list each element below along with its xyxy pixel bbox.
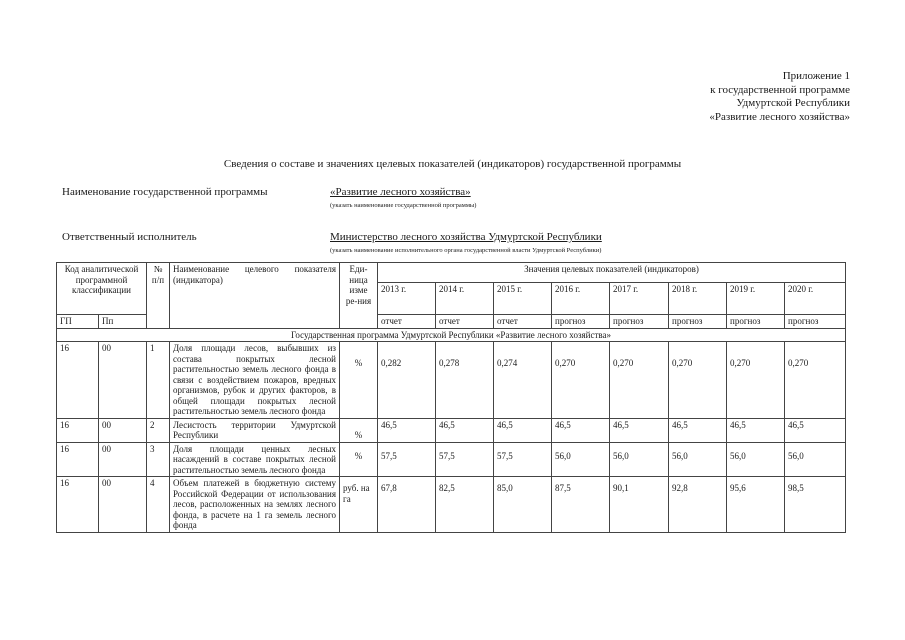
cell-value: 82,5 — [436, 477, 494, 533]
cell-value: 56,0 — [785, 442, 846, 477]
cell-value: 56,0 — [552, 442, 610, 477]
header-num: № п/п — [147, 263, 170, 329]
cell-gp: 16 — [57, 418, 99, 442]
cell-value: 46,5 — [436, 418, 494, 442]
status-cell: отчет — [494, 315, 552, 329]
cell-value: 90,1 — [610, 477, 669, 533]
status-cell: отчет — [436, 315, 494, 329]
header-pp: Пп — [99, 315, 147, 329]
cell-pp: 00 — [99, 342, 147, 419]
table-row — [57, 342, 846, 419]
cell-value: 56,0 — [669, 442, 727, 477]
header-values: Значения целевых показателей (индикаторов) — [378, 263, 846, 283]
header-code: Код аналитической программной классификации — [57, 263, 147, 315]
cell-pp: 00 — [99, 442, 147, 477]
year-header: 2018 г. — [669, 283, 727, 315]
appendix-line: Приложение 1 — [782, 70, 850, 82]
section-row: Государственная программа Удмуртской Республики «Развитие лесного хозяйства» — [57, 328, 846, 342]
table-row — [57, 442, 846, 477]
cell-num: 1 — [147, 342, 170, 419]
cell-value: 92,8 — [669, 477, 727, 533]
status-cell: прогноз — [727, 315, 785, 329]
year-header: 2015 г. — [494, 283, 552, 315]
cell-num: 2 — [147, 418, 170, 442]
cell-value: 85,0 — [494, 477, 552, 533]
cell-unit: % — [340, 442, 378, 477]
executor-value: Министерство лесного хозяйства Удмуртской Республики — [330, 231, 602, 243]
document-title: Сведения о составе и значениях целевых показателей (индикаторов) государственной программы — [223, 158, 682, 170]
cell-name: Доля площади ценных лесных насаждений в составе покрытых лесной растительностью земель лесного фонда — [170, 442, 340, 477]
appendix-line: Удмуртской Республики — [736, 97, 850, 109]
cell-value: 87,5 — [552, 477, 610, 533]
cell-value: 95,6 — [727, 477, 785, 533]
cell-value: 46,5 — [727, 418, 785, 442]
header-unit: Еди-ница изме ре-ния — [340, 263, 378, 329]
program-label: Наименование государственной программы — [62, 186, 268, 198]
cell-value: 56,0 — [610, 442, 669, 477]
cell-name: Объем платежей в бюджетную систему Российской Федерации от использования лесов, расположенных на землях лесного фонда, в расчете на 1 га земель лесного фонда — [170, 477, 340, 533]
cell-name: Доля площади лесов, выбывших из состава покрытых лесной растительностью земель лесного фонда в связи с воздействием пожаров, вредных организмов, рубок и других факторов, в общей площади покрытых лесной растительностью земель лесного фонда — [170, 342, 340, 419]
appendix-line: «Развитие лесного хозяйства» — [709, 110, 850, 123]
cell-value: 0,274 — [494, 342, 552, 419]
status-cell: прогноз — [669, 315, 727, 329]
appendix-block — [709, 70, 850, 124]
cell-value: 0,270 — [552, 342, 610, 419]
cell-value: 0,270 — [727, 342, 785, 419]
cell-value: 0,282 — [378, 342, 436, 419]
status-cell: прогноз — [552, 315, 610, 329]
cell-value: 46,5 — [494, 418, 552, 442]
status-cell: прогноз — [610, 315, 669, 329]
cell-unit: % — [340, 342, 378, 419]
year-header: 2019 г. — [727, 283, 785, 315]
appendix-line: к государственной программе — [710, 83, 850, 96]
executor-label: Ответственный исполнитель — [62, 231, 197, 243]
executor-hint: (указать наименование исполнительного органа государственной власти Удмуртской Республики) — [330, 247, 602, 254]
cell-value: 57,5 — [436, 442, 494, 477]
cell-gp: 16 — [57, 477, 99, 533]
cell-name: Лесистость территории Удмуртской Республики — [170, 418, 340, 442]
table-row — [57, 418, 846, 442]
cell-value: 46,5 — [669, 418, 727, 442]
year-header: 2017 г. — [610, 283, 669, 315]
cell-value: 46,5 — [785, 418, 846, 442]
cell-value: 46,5 — [552, 418, 610, 442]
table-row — [57, 477, 846, 533]
cell-num: 3 — [147, 442, 170, 477]
cell-value: 46,5 — [610, 418, 669, 442]
year-header: 2013 г. — [378, 283, 436, 315]
cell-value: 0,270 — [610, 342, 669, 419]
cell-value: 0,270 — [669, 342, 727, 419]
cell-value: 0,270 — [785, 342, 846, 419]
program-value: «Развитие лесного хозяйства» — [330, 186, 471, 198]
cell-value: 98,5 — [785, 477, 846, 533]
cell-num: 4 — [147, 477, 170, 533]
cell-value: 57,5 — [494, 442, 552, 477]
status-cell: прогноз — [785, 315, 846, 329]
cell-value: 46,5 — [378, 418, 436, 442]
cell-pp: 00 — [99, 477, 147, 533]
header-name: Наименование целевого показателя (индикатора) — [170, 263, 340, 329]
program-hint: (указать наименование государственной программы) — [330, 202, 477, 209]
cell-gp: 16 — [57, 342, 99, 419]
indicators-table — [56, 262, 846, 533]
cell-value: 57,5 — [378, 442, 436, 477]
cell-gp: 16 — [57, 442, 99, 477]
cell-unit: % — [340, 418, 378, 442]
year-header: 2016 г. — [552, 283, 610, 315]
header-gp: ГП — [57, 315, 99, 329]
cell-unit: руб. на га — [340, 477, 378, 533]
status-cell: отчет — [378, 315, 436, 329]
cell-value: 67,8 — [378, 477, 436, 533]
cell-value: 56,0 — [727, 442, 785, 477]
year-header: 2020 г. — [785, 283, 846, 315]
cell-value: 0,278 — [436, 342, 494, 419]
cell-pp: 00 — [99, 418, 147, 442]
year-header: 2014 г. — [436, 283, 494, 315]
